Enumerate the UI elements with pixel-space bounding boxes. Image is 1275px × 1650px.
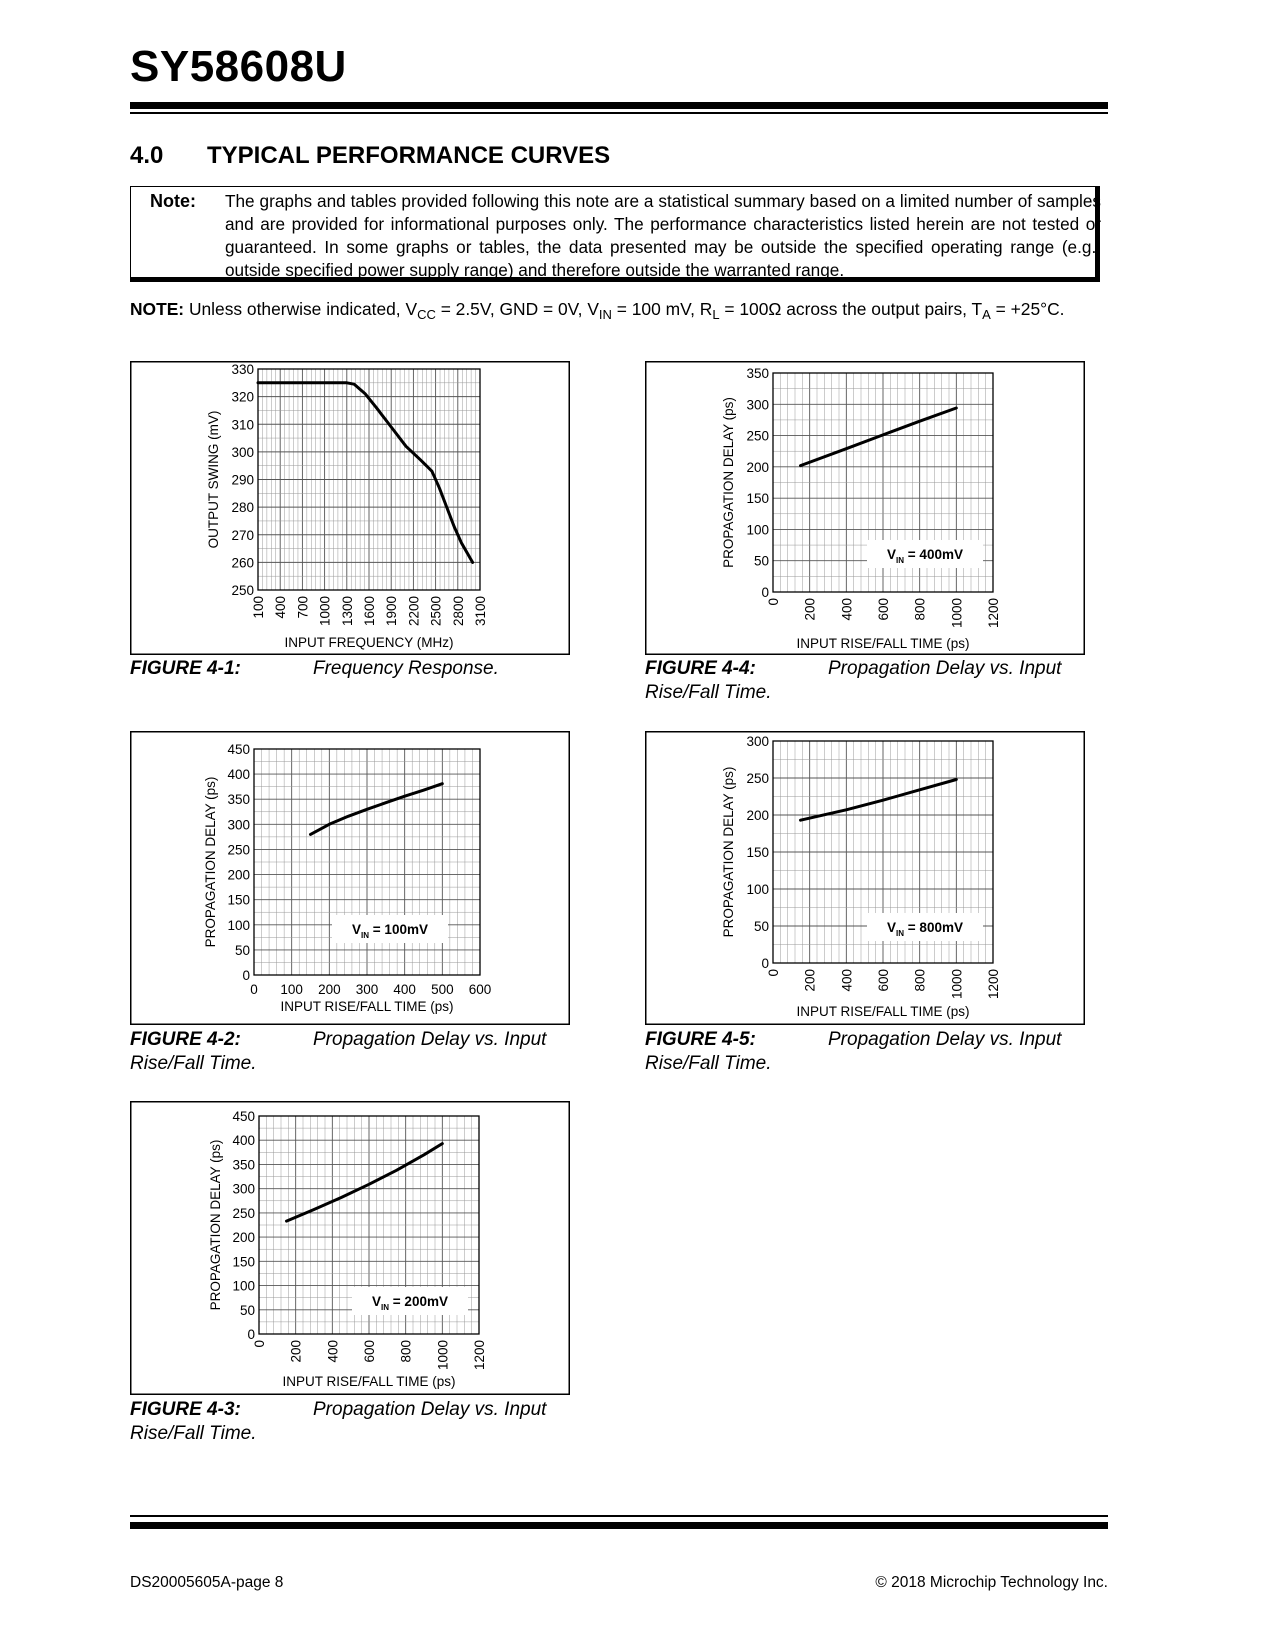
x-tick-label: 2800 <box>450 596 466 627</box>
x-tick-label: 200 <box>288 1340 304 1363</box>
y-tick-label: 200 <box>746 459 769 475</box>
x-tick-label: 2200 <box>406 596 422 627</box>
annotation-text: V <box>372 1294 382 1309</box>
y-tick-label: 100 <box>746 522 769 538</box>
x-axis-label: INPUT FREQUENCY (MHz) <box>284 635 454 650</box>
x-tick-label: 200 <box>318 982 341 997</box>
y-tick-label: 150 <box>232 1254 255 1270</box>
y-tick-label: 0 <box>247 1327 255 1342</box>
footer-rule-thick <box>130 1522 1108 1529</box>
annotation-text: = 800mV <box>904 920 963 935</box>
x-tick-label: 700 <box>295 596 311 619</box>
x-tick-label: 400 <box>839 969 855 992</box>
x-tick-label: 600 <box>876 598 891 621</box>
y-tick-label: 0 <box>761 585 769 600</box>
conditions-subscript: IN <box>598 307 612 322</box>
chart-frame <box>131 1102 570 1395</box>
y-tick-label: 150 <box>746 845 769 860</box>
y-tick-label: 450 <box>227 742 250 757</box>
y-tick-label: 300 <box>231 444 254 460</box>
annotation-text: = 200mV <box>389 1294 448 1309</box>
y-tick-label: 320 <box>231 389 254 405</box>
x-axis-label: INPUT RISE/FALL TIME (ps) <box>282 1374 456 1389</box>
x-axis-label: INPUT RISE/FALL TIME (ps) <box>280 999 454 1014</box>
figure-4-5-caption <box>645 1028 1085 1076</box>
y-tick-label: 300 <box>746 734 769 749</box>
figure-4-3-caption <box>130 1398 568 1446</box>
note-text: The graphs and tables provided following this note are a statistical summary based on a limited number of samples and are provided for informational purposes only. The performance characteristics listed herein are not tested or guaranteed. In some graphs or tables, the data presented may be outside the specified operating range (e.g., outside specified power supply range) and therefore outside the warranted range. <box>225 191 1101 280</box>
figure-4-1-caption <box>130 657 568 681</box>
figure-label: FIGURE 4-2: <box>130 1029 241 1050</box>
conditions-text: = 100 mV, R <box>611 299 713 319</box>
x-tick-label: 1000 <box>949 969 965 1000</box>
y-tick-label: 400 <box>232 1133 255 1149</box>
figure-title: Propagation Delay vs. Input <box>313 1029 547 1050</box>
figure-4-4-caption <box>645 657 1085 705</box>
figure-title: Propagation Delay vs. Input <box>313 1399 547 1420</box>
annotation-subscript: IN <box>896 929 905 938</box>
y-axis-label: PROPAGATION DELAY (ps) <box>721 397 736 568</box>
y-tick-label: 350 <box>227 792 250 808</box>
chart-frame <box>131 732 570 1025</box>
y-tick-label: 300 <box>746 397 769 413</box>
x-tick-label: 0 <box>252 1340 267 1348</box>
y-tick-label: 300 <box>227 817 250 833</box>
conditions-subscript: L <box>712 307 720 322</box>
figure-label: FIGURE 4-1: <box>130 658 241 679</box>
annotation-text: V <box>887 547 897 562</box>
y-axis-label: PROPAGATION DELAY (ps) <box>721 766 736 938</box>
figure-title-continued: Rise/Fall Time. <box>645 682 772 703</box>
x-tick-label: 400 <box>839 598 855 621</box>
figure-title-continued: Rise/Fall Time. <box>130 1423 257 1444</box>
series-line <box>287 1144 443 1222</box>
x-tick-label: 3100 <box>473 596 488 627</box>
y-tick-label: 200 <box>232 1230 255 1246</box>
x-tick-label: 1200 <box>986 969 1001 1000</box>
chart-frame <box>646 362 1085 655</box>
figure-title-continued: Rise/Fall Time. <box>130 1053 257 1074</box>
y-tick-label: 260 <box>231 555 254 571</box>
conditions-text: Unless otherwise indicated, V <box>184 299 418 319</box>
x-tick-label: 1000 <box>317 596 333 627</box>
x-tick-label: 200 <box>802 598 818 621</box>
y-tick-label: 150 <box>227 892 250 908</box>
annotation-text: = 400mV <box>904 547 963 562</box>
x-tick-label: 800 <box>398 1340 414 1363</box>
x-tick-label: 800 <box>912 598 928 621</box>
y-tick-label: 0 <box>761 956 769 971</box>
x-tick-label: 0 <box>766 598 781 606</box>
figure-4-4-chart <box>645 361 1085 655</box>
series-line <box>801 780 957 821</box>
x-tick-label: 600 <box>362 1340 377 1363</box>
x-tick-label: 1600 <box>362 596 377 627</box>
x-tick-label: 300 <box>355 982 379 997</box>
section-title: TYPICAL PERFORMANCE CURVES <box>207 142 611 169</box>
y-tick-label: 150 <box>746 491 769 507</box>
figure-label: FIGURE 4-5: <box>645 1029 756 1050</box>
y-tick-label: 250 <box>227 842 250 858</box>
header-rule-thick <box>130 102 1108 109</box>
y-tick-label: 310 <box>231 417 254 433</box>
x-tick-label: 100 <box>280 982 303 997</box>
y-tick-label: 50 <box>753 919 769 934</box>
conditions-subscript: CC <box>417 307 436 322</box>
figure-4-1-chart <box>130 361 570 655</box>
x-tick-label: 200 <box>802 969 818 992</box>
y-tick-label: 250 <box>231 583 254 598</box>
y-tick-label: 100 <box>227 917 250 933</box>
x-tick-label: 800 <box>912 969 928 992</box>
footer-rule-thin <box>130 1515 1108 1517</box>
y-tick-label: 300 <box>232 1181 255 1197</box>
y-tick-label: 100 <box>746 882 769 897</box>
x-tick-label: 1000 <box>949 598 965 629</box>
chart-grid <box>258 369 480 590</box>
x-tick-label: 2500 <box>428 596 444 627</box>
x-tick-label: 100 <box>251 596 266 619</box>
x-tick-label: 500 <box>431 982 454 997</box>
conditions-text: = 100Ω across the output pairs, T <box>719 299 983 319</box>
conditions-text: = +25°C. <box>990 299 1065 319</box>
figure-title: Propagation Delay vs. Input <box>828 1029 1062 1050</box>
annotation-text: = 100mV <box>369 922 428 937</box>
figure-title-continued: Rise/Fall Time. <box>645 1053 772 1074</box>
annotation-subscript: IN <box>361 931 370 940</box>
footer-doc-number: DS20005605A-page 8 <box>130 1574 284 1591</box>
chart-frame <box>646 732 1085 1025</box>
annotation-subscript: IN <box>381 1303 390 1312</box>
figure-4-5-chart <box>645 731 1085 1025</box>
x-tick-label: 600 <box>876 969 891 992</box>
x-tick-label: 1900 <box>384 596 400 627</box>
y-tick-label: 50 <box>239 1302 255 1318</box>
y-axis-label: PROPAGATION DELAY (ps) <box>203 776 218 948</box>
conditions-label: NOTE: <box>130 299 185 319</box>
conditions-text: = 2.5V, GND = 0V, V <box>435 299 599 319</box>
annotation-subscript: IN <box>896 556 905 565</box>
x-tick-label: 1200 <box>472 1340 487 1371</box>
figure-4-2-chart <box>130 731 570 1025</box>
x-tick-label: 600 <box>468 982 492 997</box>
y-tick-label: 450 <box>232 1109 255 1124</box>
x-tick-label: 400 <box>393 982 416 997</box>
y-tick-label: 270 <box>231 527 254 543</box>
x-tick-label: 0 <box>250 982 258 997</box>
y-tick-label: 50 <box>753 553 769 569</box>
y-tick-label: 400 <box>227 767 250 783</box>
y-tick-label: 290 <box>231 472 254 488</box>
series-line <box>311 784 443 835</box>
figure-label: FIGURE 4-4: <box>645 658 756 679</box>
figure-4-2-caption <box>130 1028 568 1076</box>
y-tick-label: 200 <box>227 867 250 883</box>
y-tick-label: 100 <box>232 1278 255 1294</box>
x-axis-label: INPUT RISE/FALL TIME (ps) <box>796 636 970 651</box>
footer-copyright: © 2018 Microchip Technology Inc. <box>875 1574 1108 1591</box>
figure-title: Frequency Response. <box>313 658 499 679</box>
y-tick-label: 50 <box>234 942 250 958</box>
y-tick-label: 350 <box>232 1157 255 1173</box>
x-axis-label: INPUT RISE/FALL TIME (ps) <box>796 1004 970 1019</box>
y-tick-label: 250 <box>232 1205 255 1221</box>
y-tick-label: 350 <box>746 366 769 381</box>
y-tick-label: 0 <box>242 968 250 983</box>
y-tick-label: 280 <box>231 500 254 516</box>
test-conditions <box>130 298 1108 326</box>
x-tick-label: 1300 <box>339 596 355 627</box>
annotation-text: V <box>887 920 897 935</box>
figure-4-3-chart <box>130 1101 570 1395</box>
y-tick-label: 330 <box>231 362 254 377</box>
y-axis-label: PROPAGATION DELAY (ps) <box>208 1139 223 1311</box>
x-tick-label: 400 <box>325 1340 341 1363</box>
x-tick-label: 0 <box>766 969 781 977</box>
series-line <box>258 383 473 563</box>
x-tick-label: 400 <box>273 596 289 619</box>
x-tick-label: 1000 <box>435 1340 451 1371</box>
section-number: 4.0 <box>130 142 164 169</box>
conditions-subscript: A <box>982 307 991 322</box>
series-line <box>801 408 957 466</box>
y-tick-label: 200 <box>746 808 769 823</box>
part-number-title: SY58608U <box>130 42 347 91</box>
figure-label: FIGURE 4-3: <box>130 1399 241 1420</box>
figure-title: Propagation Delay vs. Input <box>828 658 1062 679</box>
x-tick-label: 1200 <box>986 598 1001 629</box>
note-label: Note: <box>150 191 196 211</box>
annotation-text: V <box>352 922 362 937</box>
y-tick-label: 250 <box>746 771 769 786</box>
y-axis-label: OUTPUT SWING (mV) <box>206 410 221 549</box>
header-rule-thin <box>130 112 1108 114</box>
y-tick-label: 250 <box>746 428 769 444</box>
